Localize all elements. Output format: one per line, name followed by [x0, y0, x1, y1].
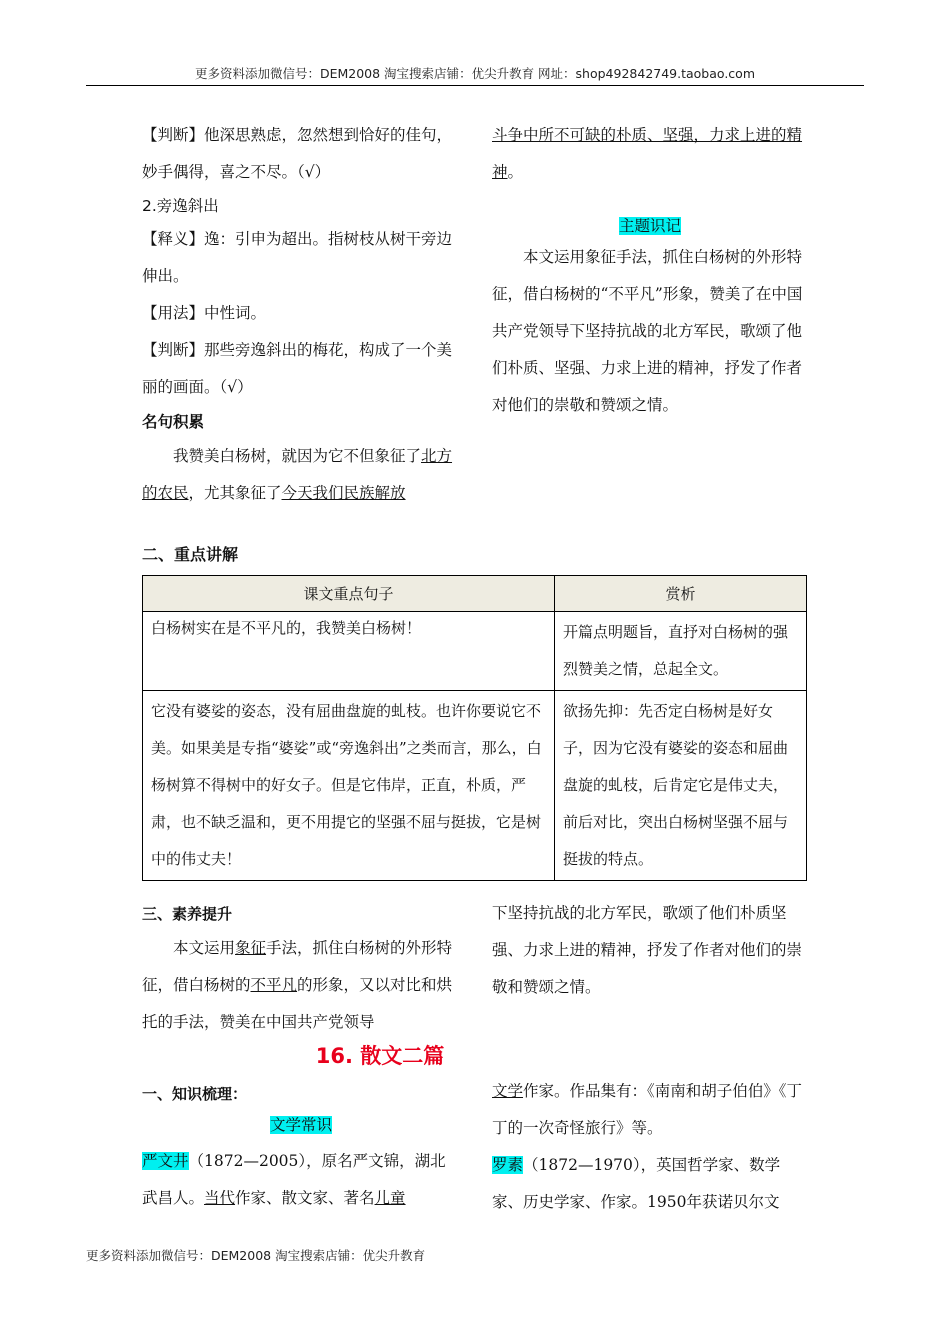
right-column-top	[492, 117, 808, 424]
section-3-left	[142, 930, 460, 1041]
page-footer: 更多资料添加微信号：DEM2008 淘宝搜索店铺：优尖升教育	[86, 1248, 426, 1263]
quote-paragraph: 我赞美白杨树，就因为它不但象征了北方的农民，尤其象征了今天我们民族解放	[142, 447, 453, 502]
table-cell-sentence: 它没有婆娑的姿态，没有屈曲盘旋的虬枝。也许你要说它不美。如果美是专指“婆娑”或“旁逸斜出”之类而言，那么，白杨树算不得树中的好女子。但是它伟岸，正直，朴质，严肃，也不缺乏温和，更不用提它的坚强不屈与挺拔，它是树中的伟丈夫！	[143, 691, 555, 881]
section-3-heading: 三、素养提升	[142, 905, 233, 923]
table-header-sentence: 课文重点句子	[143, 576, 555, 612]
table-cell-analysis: 开篇点明题旨，直抒对白杨树的强烈赞美之情，总起全文。	[555, 612, 807, 691]
theme-text: 本文运用象征手法，抓住白杨树的外形特征，借白杨树的“不平凡”形象，赞美了在中国共产党领导下坚持抗战的北方军民，歌颂了他们朴质、坚强、力求上进的精神，抒发了作者对他们的崇敬和赞颂之情。	[492, 248, 803, 414]
lesson-right	[492, 1073, 808, 1221]
judge-2: 【判断】那些旁逸斜出的梅花，构成了一个美丽的画面。（√）	[142, 341, 453, 396]
table-header-analysis: 赏析	[555, 576, 807, 612]
section-2-heading: 二、重点讲解	[142, 545, 239, 564]
lesson-left	[142, 1107, 460, 1217]
extraordinary-underline: 不平凡	[250, 976, 298, 994]
left-column-top	[142, 117, 460, 512]
knowledge-heading: 一、知识梳理：	[142, 1085, 248, 1103]
quote-continued: 斗争中所不可缺的朴质、坚强，力求上进的精神。	[492, 126, 803, 181]
quote-underline-2: 今天我们民族解放	[281, 484, 406, 502]
key-sentences-table	[142, 575, 807, 881]
author-yan: 严文井（1872—2005），原名严文锦，湖北武昌人。当代作家、散文家、著名儿童	[142, 1152, 446, 1207]
table-header-row	[143, 576, 807, 612]
theme-title: 主题识记	[618, 217, 681, 235]
table-row	[143, 691, 807, 881]
author-yan-name: 严文井	[142, 1152, 189, 1170]
lesson-title: 16. 散文二篇	[315, 1044, 445, 1068]
table-cell-sentence: 白杨树实在是不平凡的，我赞美白杨树！	[143, 612, 555, 691]
lit-title: 文学常识	[269, 1116, 332, 1134]
section-3-text: 本文运用象征手法，抓住白杨树的外形特征，借白杨树的不平凡的形象，又以对比和烘托的手法，赞美在中国共产党领导	[142, 939, 453, 1031]
explain: 【释义】逸：引申为超出。指树枝从树干旁边伸出。	[142, 230, 453, 285]
symbol-underline: 象征	[235, 939, 267, 957]
header-rule	[86, 85, 864, 86]
judge-1: 【判断】他深思熟虑，忽然想到恰好的佳句，妙手偶得，喜之不尽。（√）	[142, 126, 453, 181]
page-header: 更多资料添加微信号：DEM2008 淘宝搜索店铺：优尖升教育 网址：shop492842749.taobao.com	[194, 66, 756, 81]
table-cell-analysis: 欲扬先抑：先否定白杨树是好女子，因为它没有婆娑的姿态和屈曲盘旋的虬枝，后肯定它是伟丈夫，前后对比，突出白杨树坚强不屈与挺拔的特点。	[555, 691, 807, 881]
usage: 【用法】中性词。	[142, 304, 267, 322]
table-row	[143, 612, 807, 691]
quote-title: 名句积累	[142, 413, 205, 431]
author-luo: 罗素（1872—1970），英国哲学家、数学家、历史学家、作家。1950年获诺贝尔文	[492, 1156, 781, 1211]
quote-underline-1: 北方的农民	[142, 447, 453, 502]
author-luo-name: 罗素	[492, 1156, 524, 1174]
author-yan-cont: 文学作家。作品集有：《南南和胡子伯伯》《丁丁的一次奇怪旅行》等。	[492, 1082, 803, 1137]
item-2-title: 2.旁逸斜出	[142, 197, 219, 215]
section-3-right: 下坚持抗战的北方军民，歌颂了他们朴质坚强、力求上进的精神，抒发了作者对他们的崇敬和赞颂之情。	[492, 904, 803, 996]
